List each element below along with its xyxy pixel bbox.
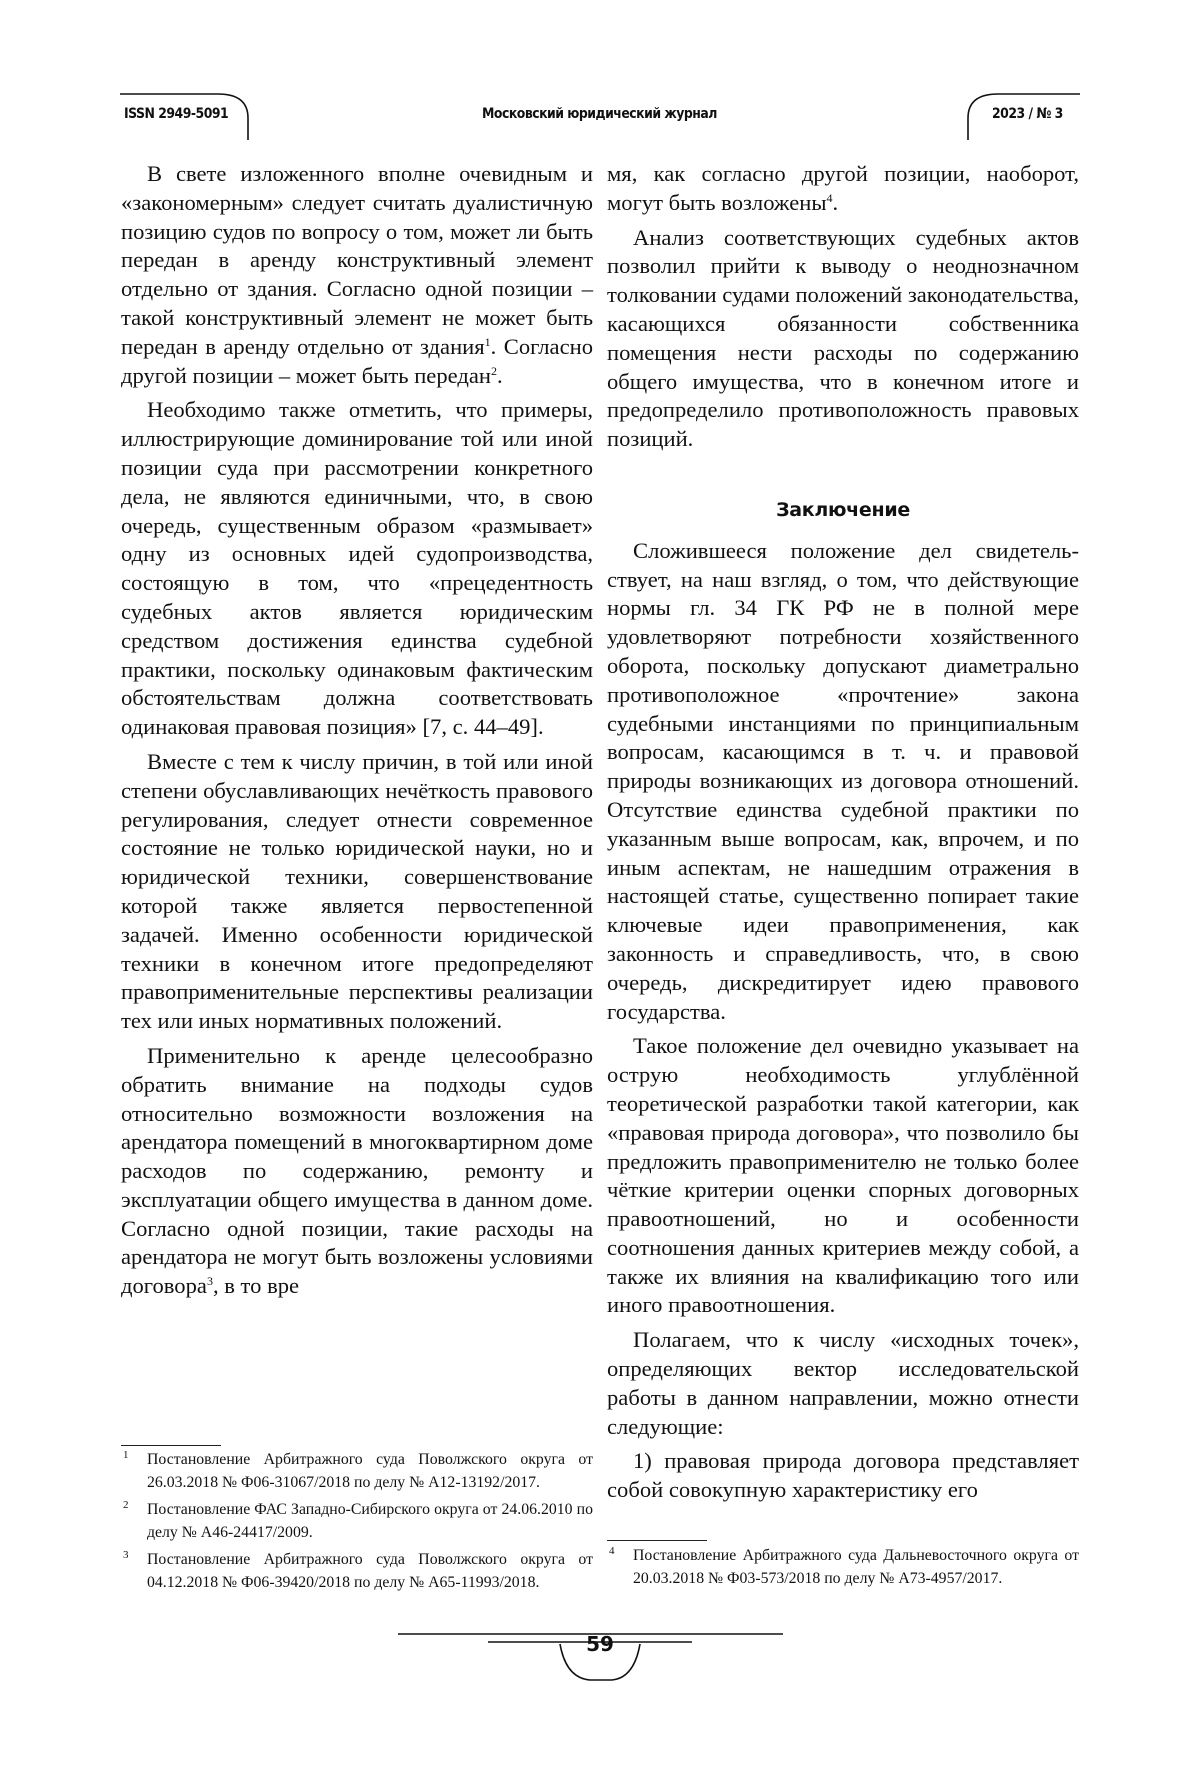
- right-paragraph-5: 1) правовая природа договора представляет собой совокупную характеристику его: [607, 1448, 1079, 1503]
- right-paragraph-1: Анализ соответствующих судебных актов позволил прийти к выводу о неоднозначном толковании судами положений законодательства, касающихся обязанности собственника помещения нести расходы по содержанию общего имущества, что в конечном итоге и предопределило противоположность правовых позиций.: [607, 224, 1080, 452]
- footnote: 4 Постановление Арбитражного суда Дальневосточного округа от 20.03.2018 № Ф03-573/2018 по делу № А73-4957/2017.: [609, 1545, 1079, 1587]
- footnote-separator-right: [607, 1540, 707, 1541]
- footnote-ref-2: 2: [490, 363, 497, 378]
- footnote-ref-3: 3: [206, 1274, 213, 1289]
- left-paragraph-2: Необходимо также отметить, что примеры, иллюстрирующие доминирование той или иной позиции суда при рассмотрении конкретного дела, не являются единичными, что, в свою очередь, существенным образом «размывает» одну из основных идей судопроизводства, состоящую в том, что «прецедентность судебных актов является юридическим средством достижения единства судебной практики, поскольку одинаковым фактическим обстоятельствам должна соответствовать одинаковая правовая позиция» [7, с. 44–49].: [121, 397, 593, 740]
- right-paragraph-3: Такое положение дел очевидно указывает на острую необходимость углублённой теоретической разработки такой категории, как «правовая природа договора», что позволило бы предложить правоприменителю не только более чёткие критерии оценки спорных договорных правоотношений, но и особенности соотношения данных критериев между собой, а также их влияния на квалификацию того или иного правоотношения.: [607, 1033, 1079, 1318]
- left-paragraph-1: В свете изложенного вполне очевидным и «закономерным» следует считать дуалистичную позицию судов по вопросу о том, может ли быть передан в аренду конструктивный элемент отдельно от здания. Согласно одной позиции – такой конструктивный элемент не может быть передан в аренду отдельно от здания$^1$. Согласно другой позиции – может быть передан$^2$.: [121, 161, 593, 388]
- right-paragraph-4: Полагаем, что к числу «исходных точек», определяющих вектор исследовательской работы в данном направлении, можно отнести следующие:: [607, 1327, 1079, 1439]
- right-column: [607, 160, 1079, 1511]
- footnote: 2 Постановление ФАС Западно-Сибирского округа от 24.06.2010 по делу № А46-24417/2009.: [123, 1499, 593, 1541]
- right-paragraph-continuation: мя, как согласно другой позиции, наоборот, могут быть возложены$^4$.: [607, 161, 1079, 215]
- footnote: 1 Постановление Арбитражного суда Поволжского округа от 26.03.2018 № Ф06-31067/2018 по делу № А12-13192/2017.: [123, 1449, 593, 1491]
- journal-title: Московский юридический журнал: [482, 106, 717, 122]
- left-footnotes: [121, 1448, 593, 1598]
- issue-number: 2023 / № 3: [992, 106, 1063, 122]
- page-number: 59: [586, 1632, 614, 1656]
- running-header: [120, 92, 1080, 142]
- footnote-separator-left: [121, 1445, 221, 1446]
- footnote-ref-4: 4: [826, 190, 833, 205]
- left-column: [121, 160, 593, 1307]
- section-heading: Заключение: [776, 498, 910, 521]
- right-paragraph-2: Сложившееся положение дел свидетельствует, на наш взгляд, о том, что действующие нормы гл. 34 ГК РФ не в полной мере удовлетворяют потребности хозяйственного оборота, поскольку допускают диаметрально противоположное «прочтение» закона судебными инстанциями по принципиальным вопросам, касающимся в т. ч. и правовой природы возникающих из договора отношений. Отсутствие единства судебной практики по указанным выше вопросам, как, впрочем, и по иным аспектам, не нашедшим отражения в настоящей статье, существенно попирает такие ключевые идеи правоприменения, как законность и справедливость, что, в свою очередь, дискредитирует идею правового государства.: [607, 537, 1079, 1024]
- right-footnotes: [607, 1544, 1079, 1594]
- footnote: 3 Постановление Арбитражного суда Поволжского округа от 04.12.2018 № Ф06-39420/2018 по делу № А65-11993/2018.: [123, 1549, 593, 1591]
- left-paragraph-4: Применительно к аренде целесообразно обратить внимание на подходы судов относительно возможности возложения на арендатора помещений в многоквартирном доме расходов по содержанию, ремонту и эксплуатации общего имущества в данном доме. Согласно одной позиции, такие расходы на арендатора не могут быть возложены условиями договора$^3$, в то вре: [121, 1042, 593, 1299]
- left-paragraph-3: Вместе с тем к числу причин, в той или иной степени обуславливающих нечёткость правового регулирования, следует отнести современное состояние не только юридической науки, но и юридической техники, совершенствование которой также является первостепенной задачей. Именно особенности юридической техники в конечном итоге предопределяют правоприменительные перспективы реализации тех или иных нормативных положений.: [121, 748, 593, 1034]
- footnote-ref-1: 1: [484, 334, 491, 349]
- issn: ISSN 2949-5091: [124, 106, 229, 122]
